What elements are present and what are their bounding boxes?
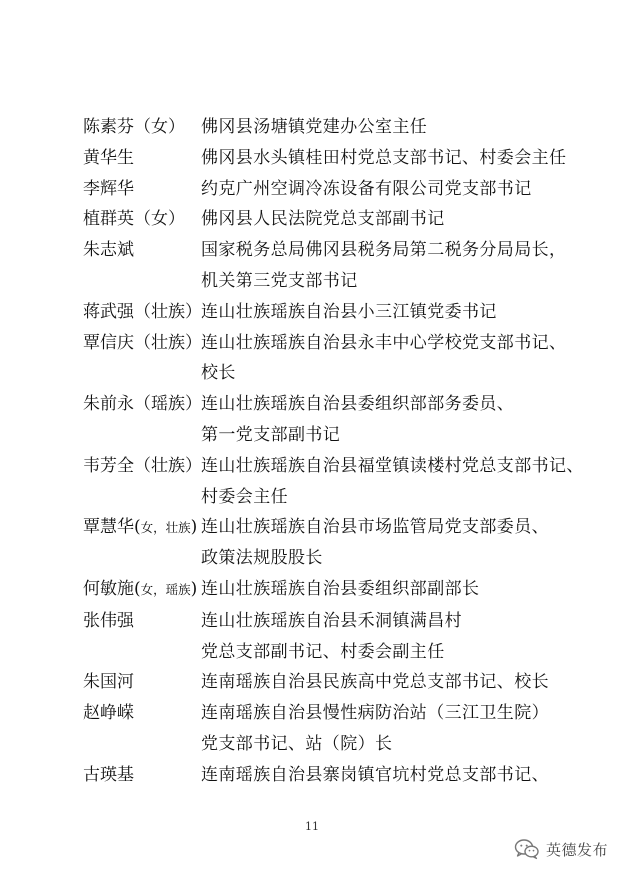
person-roles	[201, 698, 603, 760]
paren-close: )	[190, 578, 198, 599]
person-roles	[201, 297, 603, 328]
role-line: 连南瑶族自治县慢性病防治站（三江卫生院）	[201, 703, 549, 724]
list-item	[83, 760, 603, 791]
role-line: 党总支部副书记、村委会副主任	[201, 641, 445, 662]
role-line: 国家税务总局佛冈县税务局第二税务分局局长，	[201, 240, 567, 261]
person-name: 韦芳全（壮族）	[83, 455, 202, 476]
paren-close: )	[190, 517, 198, 538]
person-name: 张伟强	[83, 610, 134, 631]
role-line: 连山壮族瑶族自治县永丰中心学校党支部书记、	[201, 332, 567, 353]
list-item	[83, 328, 603, 390]
list-item	[83, 606, 603, 668]
person-name: 李辉华	[83, 178, 134, 199]
person-name: 古瑛基	[83, 764, 134, 785]
role-line: 村委会主任	[201, 486, 288, 507]
person-roles	[201, 143, 603, 174]
person-name: 朱国河	[83, 672, 134, 693]
list-item	[83, 667, 603, 698]
person-name: 朱前永（瑶族）	[83, 394, 202, 415]
role-line: 政策法规股股长	[201, 548, 323, 569]
person-roles	[201, 235, 603, 297]
paren-open: (	[134, 578, 141, 599]
role-line: 佛冈县水头镇桂田村党总支部书记、村委会主任	[201, 147, 567, 168]
list-item	[83, 204, 603, 235]
person-ethnicity-tag: 女，瑶族	[140, 581, 191, 597]
person-ethnicity-tag: 女，壮族	[140, 520, 191, 536]
source-watermark	[514, 836, 608, 862]
role-line: 连山壮族瑶族自治县市场监管局党支部委员、	[201, 517, 549, 538]
person-name: 覃信庆（壮族）	[83, 332, 202, 353]
role-line: 佛冈县汤塘镇党建办公室主任	[201, 117, 428, 137]
role-line: 机关第三党支部书记	[201, 270, 358, 291]
list-item	[83, 698, 603, 760]
person-name-main: 覃慧华	[83, 517, 134, 538]
list-item	[83, 235, 603, 297]
paren-open: (	[134, 517, 141, 538]
person-roles	[201, 328, 603, 390]
person-roles	[201, 760, 603, 791]
person-name	[83, 574, 201, 606]
role-line: 连山壮族瑶族自治县委组织部部务委员、	[201, 394, 515, 415]
person-roles	[201, 512, 603, 574]
honoree-list	[83, 112, 603, 791]
role-line: 连山壮族瑶族自治县福堂镇读楼村党总支部书记、	[201, 455, 584, 476]
watermark-text: 英德发布	[545, 840, 608, 859]
list-item	[83, 451, 603, 513]
role-line: 连山壮族瑶族自治县小三江镇党委书记	[201, 301, 497, 322]
person-roles	[201, 606, 603, 668]
list-item	[83, 512, 603, 574]
person-roles	[201, 574, 603, 606]
person-roles	[201, 389, 603, 451]
list-item	[83, 174, 603, 205]
role-line: 连山壮族瑶族自治县委组织部副部长	[201, 578, 480, 599]
role-line: 约克广州空调冷冻设备有限公司党支部书记	[201, 178, 532, 199]
role-line: 校长	[201, 363, 236, 384]
person-name: 朱志斌	[83, 240, 134, 261]
person-roles	[201, 204, 603, 235]
list-item	[83, 574, 603, 606]
role-line: 连南瑶族自治县民族高中党总支部书记、校长	[201, 672, 549, 693]
wechat-icon	[514, 838, 540, 860]
person-name	[83, 512, 201, 574]
person-roles	[201, 451, 603, 513]
role-line: 连南瑶族自治县寨岗镇官坑村党总支部书记、	[201, 764, 549, 785]
role-line: 党支部书记、站（院）长	[201, 733, 393, 754]
page-number: 11	[305, 820, 319, 833]
list-item	[83, 297, 603, 328]
person-name-main: 何敏施	[83, 578, 134, 599]
person-name: 黄华生	[83, 147, 134, 168]
person-roles	[201, 667, 603, 698]
person-name: 陈素芬（女）	[83, 117, 185, 137]
list-item	[83, 112, 603, 143]
role-line: 佛冈县人民法院党总支部副书记	[201, 209, 445, 230]
person-roles	[201, 174, 603, 205]
person-name: 植群英（女）	[83, 209, 185, 230]
list-item	[83, 143, 603, 174]
role-line: 连山壮族瑶族自治县禾洞镇满昌村	[201, 610, 462, 631]
list-item	[83, 389, 603, 451]
role-line: 第一党支部副书记	[201, 424, 341, 445]
person-name: 赵峥嵘	[83, 703, 134, 724]
person-name: 蒋武强（壮族）	[83, 301, 202, 322]
person-roles	[201, 112, 603, 143]
